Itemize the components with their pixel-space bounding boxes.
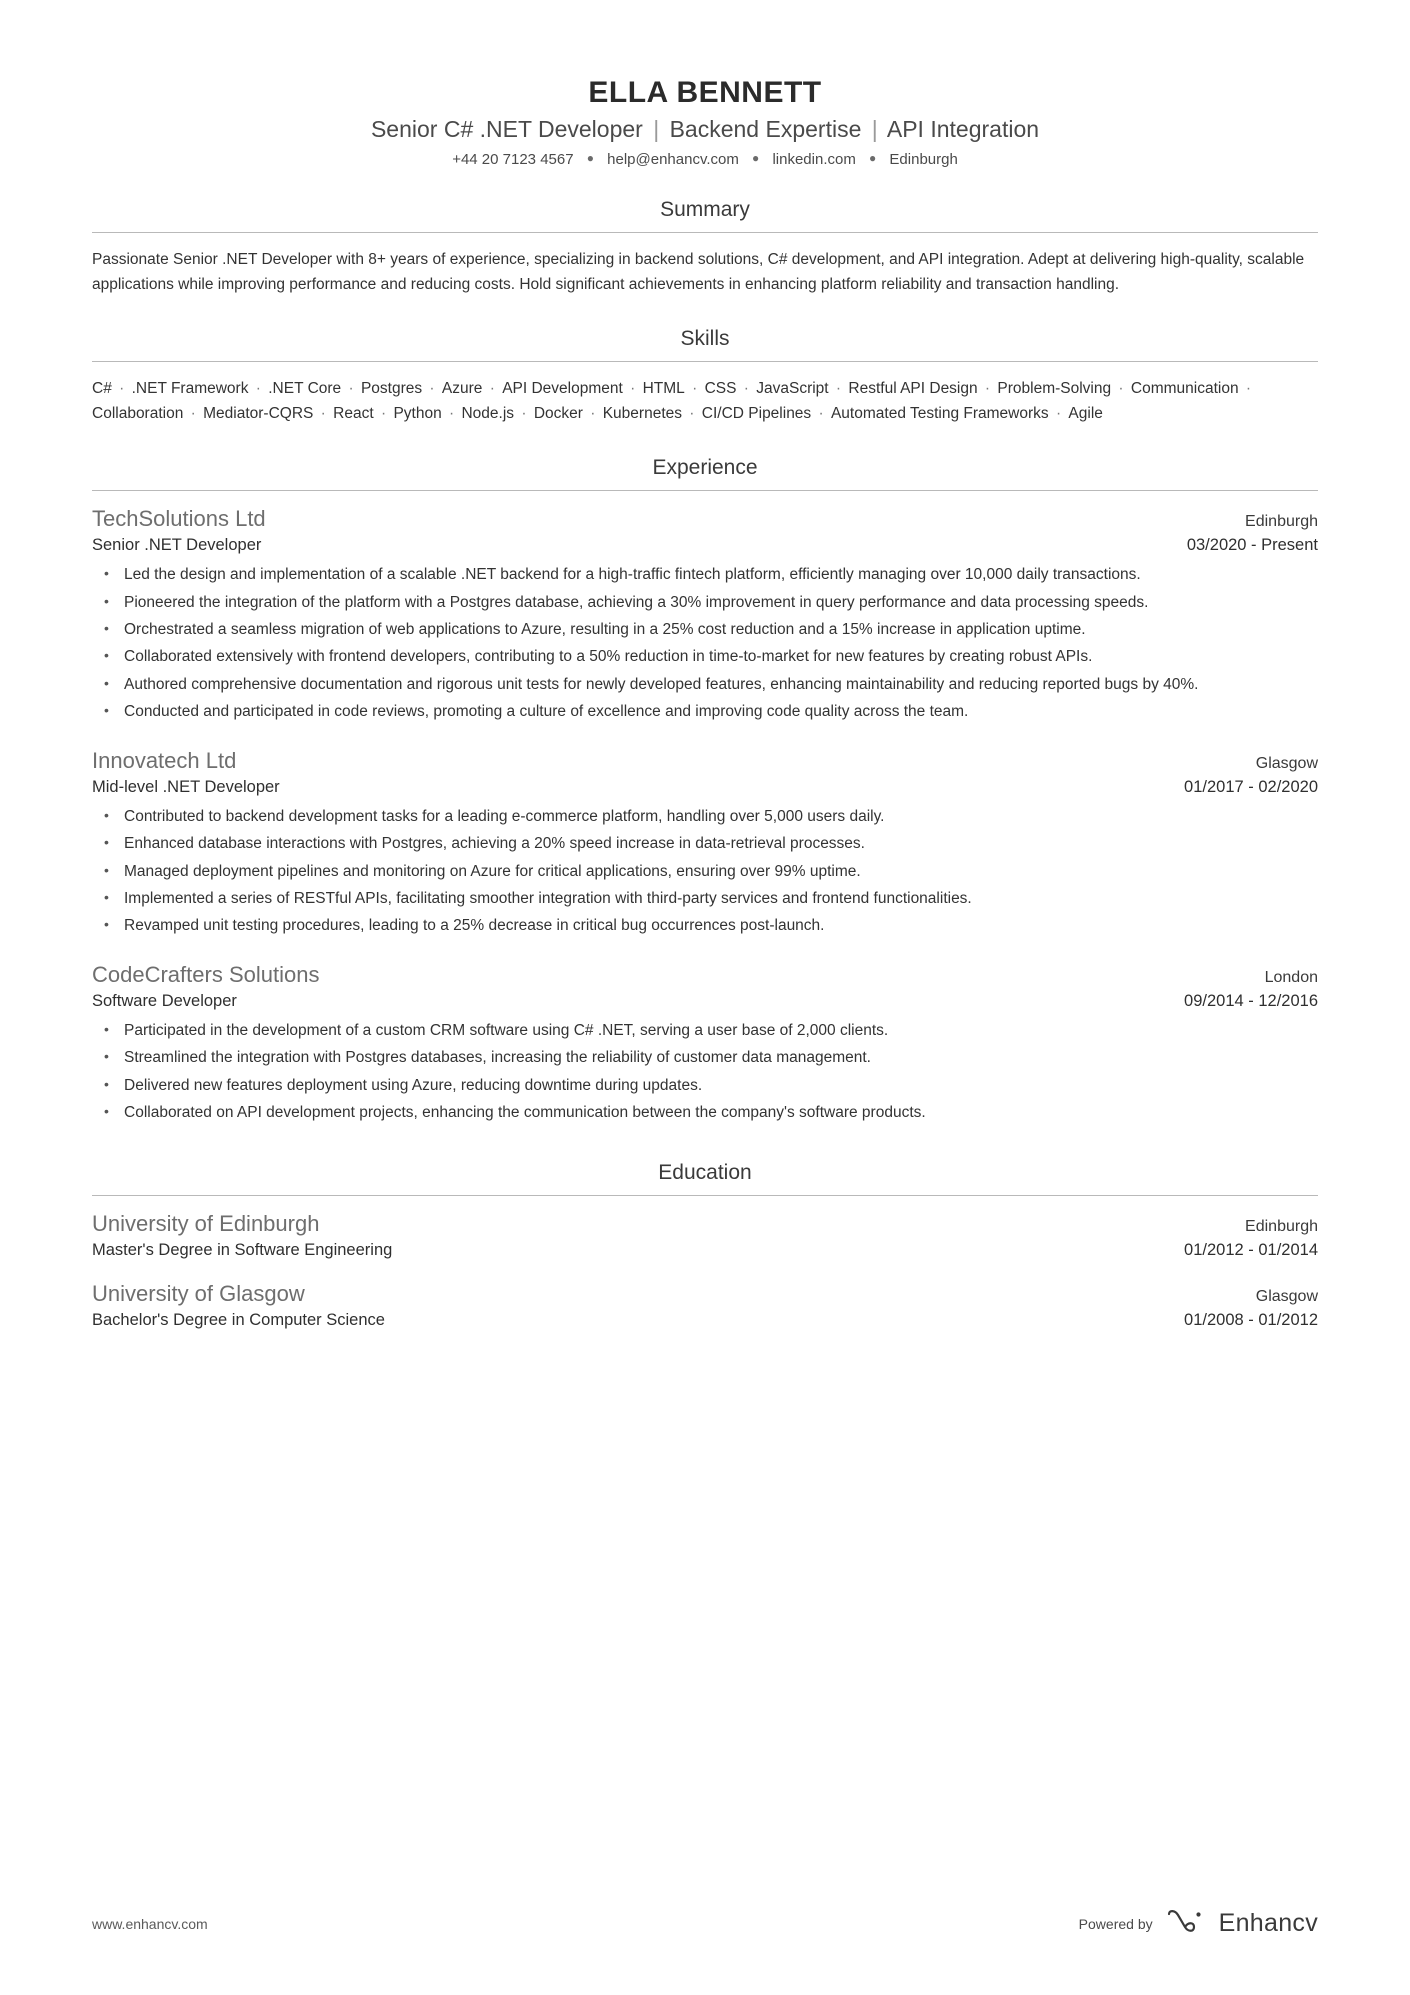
experience-bullet: • Pioneered the integration of the platform with a Postgres database, achieving a 30% improvement in query performance and data processing speeds. [122,591,1318,615]
experience-dates: 09/2014 - 12/2016 [1184,991,1318,1010]
experience-organization: Innovatech Ltd [92,747,237,773]
headline-divider-1: | [653,116,660,142]
powered-by-label: Powered by [1078,1915,1153,1932]
education-degree: Bachelor's Degree in Computer Science [92,1310,385,1329]
skill-separator-icon: · [425,380,439,398]
education-dates: 01/2012 - 01/2014 [1184,1241,1318,1260]
skill-separator-icon: · [251,380,266,398]
summary-text: Passionate Senior .NET Developer with 8+ years of experience, specializing in backend solutions, C# development, and API integration. Adept at delivering high-quality, scalable applications while improving performance and reducing costs. Hold significant achievements in enhancing platform reliability and transaction handling. [92,251,1305,294]
education-dates: 01/2008 - 01/2012 [1184,1310,1318,1329]
skill-separator-icon: · [186,405,201,423]
education-entry-subhead [92,1311,1318,1330]
candidate-name: ELLA BENNETT [588,76,822,109]
skill-separator-icon: · [1114,380,1128,398]
skill-separator-icon: · [687,380,702,398]
education-entry [92,1210,1318,1260]
experience-entry-subhead [92,536,1318,555]
education-entry-head [92,1280,1318,1309]
skill-separator-icon: · [585,405,600,423]
footer-brand [1079,1908,1318,1939]
education-entry [92,1280,1318,1330]
section-title-summary: Summary [660,198,750,221]
experience-bullets [92,563,1318,725]
section-experience [92,456,1318,1125]
skill-separator-icon: · [444,405,459,423]
experience-bullet: • Led the design and implementation of a scalable .NET backend for a high-traffic fintech platform, efficiently managing over 10,000 daily transactions. [122,563,1318,587]
contact-line [92,151,1318,168]
skill-item: JavaScript [756,380,829,398]
section-summary [92,198,1318,297]
skill-item: Kubernetes [602,405,682,423]
experience-bullets [92,805,1318,939]
experience-entry [92,505,1318,725]
experience-bullet: • Implemented a series of RESTful APIs, facilitating smoother integration with third-party services and frontend functionalities. [122,887,1318,911]
headline-divider-2: | [871,116,878,142]
experience-bullet: • Managed deployment pipelines and monitoring on Azure for critical applications, ensuring over 99% uptime. [122,860,1318,884]
skill-item: Communication [1130,380,1239,398]
experience-entry-head [92,961,1318,990]
skill-item: Azure [441,380,483,398]
skill-separator-icon: · [517,405,531,423]
skill-item: .NET Core [268,380,342,398]
education-entry-head [92,1210,1318,1239]
experience-entry-subhead [92,992,1318,1011]
skill-item: Problem-Solving [997,380,1112,398]
education-location: Glasgow [1255,1288,1318,1306]
skill-separator-icon: · [739,380,754,398]
skills-list [92,376,1318,426]
experience-bullet: • Streamlined the integration with Postgres databases, increasing the reliability of customer data management. [122,1046,1318,1070]
skill-item: Collaboration [92,405,184,423]
skill-item: Automated Testing Frameworks [830,405,1049,423]
skill-separator-icon: · [980,380,995,398]
skill-separator-icon: · [485,380,500,398]
education-location: Edinburgh [1245,1218,1318,1236]
headline-part-1: Senior C# .NET Developer [370,116,643,142]
skill-separator-icon: · [376,405,391,423]
experience-entry-subhead [92,778,1318,797]
experience-organization: TechSolutions Ltd [92,506,266,532]
experience-role: Mid-level .NET Developer [92,777,280,796]
skill-separator-icon: · [344,380,358,398]
skill-item: Mediator-CQRS [203,405,314,423]
experience-entries [92,505,1318,1125]
skill-item: CSS [704,380,737,398]
bullet-separator-icon: ● [586,151,594,165]
skill-item: React [333,405,374,423]
experience-bullet: • Conducted and participated in code reviews, promoting a culture of excellence and improving code quality across the team. [122,700,1318,724]
skill-separator-icon: · [814,405,828,423]
section-education [92,1161,1318,1329]
skill-separator-icon: · [685,405,699,423]
education-entries [92,1210,1318,1329]
skill-separator-icon: · [625,380,640,398]
skill-item: Postgres [360,380,423,398]
skill-item: C# [92,380,112,398]
experience-entry [92,747,1318,939]
section-divider [92,232,1318,233]
experience-dates: 03/2020 - Present [1186,536,1318,555]
section-title-education: Education [658,1161,752,1185]
experience-bullet: • Revamped unit testing procedures, leading to a 25% decrease in critical bug occurrences post-launch. [122,914,1318,938]
experience-bullet: • Participated in the development of a custom CRM software using C# .NET, serving a user base of 2,000 clients. [122,1019,1318,1043]
bullet-separator-icon: ● [752,151,760,165]
skill-separator-icon: · [1051,405,1066,423]
footer-url[interactable]: www.enhancv.com [92,1915,208,1932]
experience-role: Senior .NET Developer [92,536,262,555]
education-institution: University of Glasgow [92,1281,305,1307]
education-entry-subhead [92,1241,1318,1260]
experience-location: Edinburgh [1245,513,1318,531]
experience-bullet: • Collaborated on API development projects, enhancing the communication between the company's software products. [122,1101,1318,1125]
experience-bullet: • Collaborated extensively with frontend developers, contributing to a 50% reduction in time-to-market for new features by creating robust APIs. [122,645,1318,669]
skill-item: CI/CD Pipelines [701,405,812,423]
experience-entry-head [92,747,1318,776]
experience-location: Glasgow [1255,754,1318,772]
experience-organization: CodeCrafters Solutions [92,961,320,987]
contact-website[interactable]: linkedin.com [772,151,856,168]
section-divider [92,361,1318,362]
section-divider [92,490,1318,491]
skill-item: Restful API Design [848,380,978,398]
skill-item: .NET Framework [131,380,249,398]
experience-bullets [92,1019,1318,1126]
contact-location: Edinburgh [889,151,958,168]
experience-bullet: • Authored comprehensive documentation and rigorous unit tests for newly developed features, enhancing maintainability and reducing reported bugs by 40%. [122,673,1318,697]
experience-bullet: • Orchestrated a seamless migration of web applications to Azure, resulting in a 25% cost reduction and a 15% increase in application uptime. [122,618,1318,642]
skill-item: Python [393,405,442,423]
experience-role: Software Developer [92,991,237,1010]
experience-bullet: • Contributed to backend development tasks for a leading e-commerce platform, handling over 5,000 users daily. [122,805,1318,829]
section-title-experience: Experience [652,456,758,480]
skill-separator-icon: · [114,380,129,398]
section-title-skills: Skills [680,327,730,351]
headline-part-2: Backend Expertise [669,116,862,142]
experience-bullet: • Enhanced database interactions with Postgres, achieving a 20% speed increase in data-retrieval processes. [122,832,1318,856]
candidate-headline [92,116,1318,143]
skill-separator-icon: · [1241,380,1252,398]
experience-entry-head [92,505,1318,534]
experience-location: London [1264,968,1318,986]
skill-item: Node.js [461,405,515,423]
skill-item: API Development [502,380,623,398]
skill-item: Docker [533,405,583,423]
page-footer [92,1908,1318,1939]
contact-email[interactable]: help@enhancv.com [607,151,739,168]
experience-bullet: • Delivered new features deployment using Azure, reducing downtime during updates. [122,1074,1318,1098]
section-divider [92,1195,1318,1196]
experience-dates: 01/2017 - 02/2020 [1184,777,1318,796]
resume-header [92,76,1318,168]
section-skills [92,327,1318,426]
experience-entry [92,961,1318,1126]
education-institution: University of Edinburgh [92,1211,320,1237]
skill-item: Agile [1068,405,1103,423]
education-degree: Master's Degree in Software Engineering [92,1241,393,1260]
skill-item: HTML [642,380,685,398]
enhancv-logo-icon [1165,1908,1207,1939]
bullet-separator-icon: ● [869,151,877,165]
skill-separator-icon: · [316,405,331,423]
brand-name: Enhancv [1218,1909,1318,1937]
skill-separator-icon: · [831,380,846,398]
contact-phone: +44 20 7123 4567 [452,151,574,168]
headline-part-3: API Integration [886,116,1040,142]
